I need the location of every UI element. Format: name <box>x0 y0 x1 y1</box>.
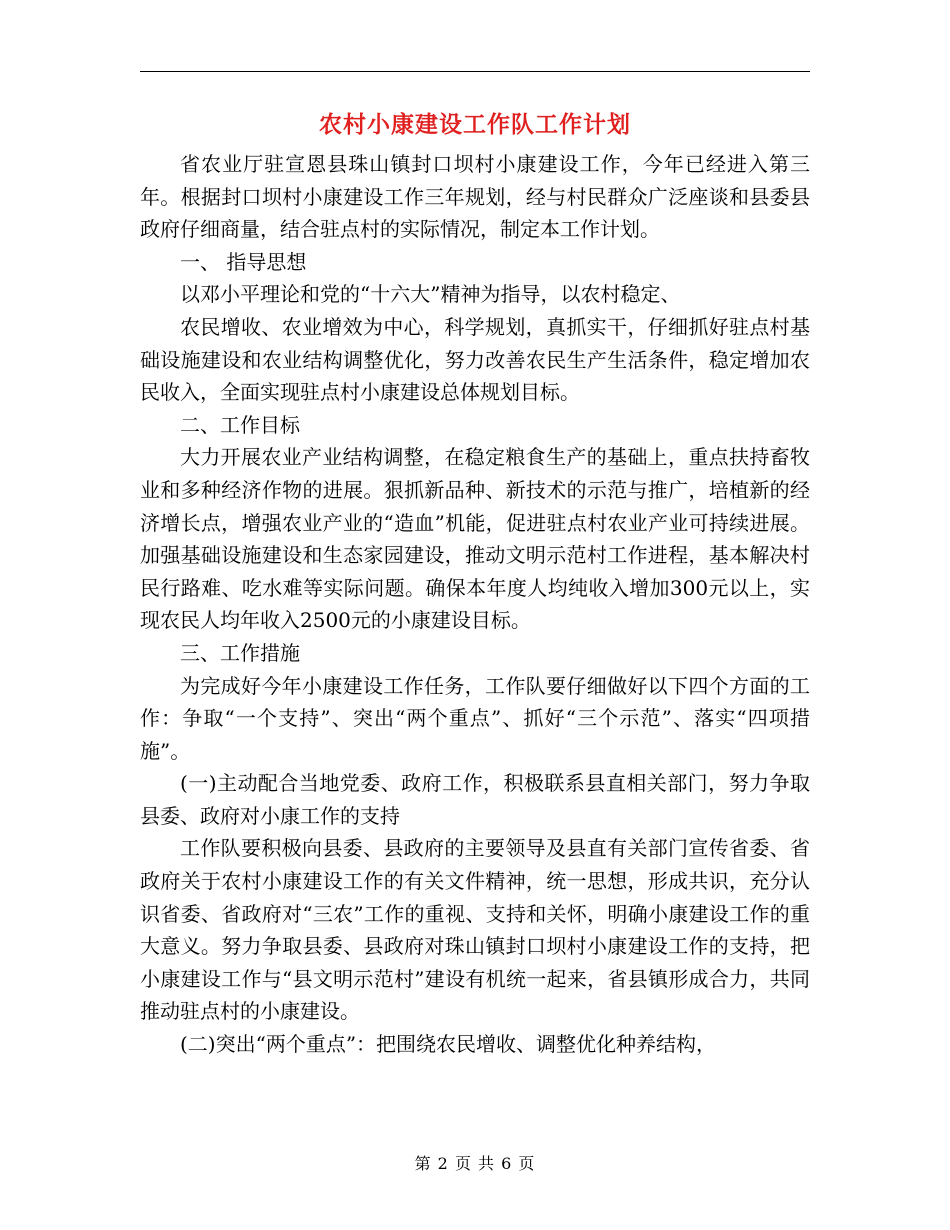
heading-work-measures: 三、工作措施 <box>180 640 300 665</box>
subheading-measure-1: (一)主动配合当地党委、政府工作，积极联系县直相关部门，努力争取县委、政府对小康工作的支持 <box>140 771 810 828</box>
paragraph-guiding-2: 农民增收、农业增效为中心，科学规划，真抓实干，仔细抓好驻点村基础设施建设和农业结构调整优化，努力改善农民生产生活条件，稳定增加农民收入，全面实现驻点村小康建设总体规划目标。 <box>140 314 810 405</box>
paragraph-guiding-1: 以邓小平理论和党的“十六大”精神为指导，以农村稳定、 <box>180 282 681 307</box>
document-body <box>140 148 810 1061</box>
header-rule <box>140 71 810 72</box>
document-title: 农村小康建设工作队工作计划 <box>319 111 631 138</box>
subheading-measure-2: (二)突出“两个重点”：把围绕农民增收、调整优化种养结构， <box>180 1032 717 1057</box>
heading-work-goals: 二、工作目标 <box>180 412 300 437</box>
paragraph-work-goals: 大力开展农业产业结构调整，在稳定粮食生产的基础上，重点扶持畜牧业和多种经济作物的进展。狠抓新品种、新技术的示范与推广，培植新的经济增长点，增强农业产业的“造血”机能，促进驻点村农业产业可持续进展。加强基础设施建设和生态家园建设，推动文明示范村工作进程，基本解决村民行路难、吃水难等实际问题。确保本年度人均纯收入增加300元以上，实现农民人均年收入2500元的小康建设目标。 <box>140 445 810 633</box>
paragraph-intro: 省农业厅驻宣恩县珠山镇封口坝村小康建设工作，今年已经进入第三年。根据封口坝村小康建设工作三年规划，经与村民群众广泛座谈和县委县政府仔细商量，结合驻点村的实际情况，制定本工作计划。 <box>140 152 810 242</box>
paragraph-measure-1: 工作队要积极向县委、县政府的主要领导及县直有关部门宣传省委、省政府关于农村小康建设工作的有关文件精神，统一思想，形成共识，充分认识省委、省政府对“三农”工作的重视、支持和关怀，明确小康建设工作的重大意义。努力争取县委、县政府对珠山镇封口坝村小康建设工作的支持，把小康建设工作与“县文明示范村”建设有机统一起来，省县镇形成合力，共同推动驻点村的小康建设。 <box>140 836 810 1024</box>
heading-guiding-thought: 一、 指导思想 <box>180 249 307 274</box>
paragraph-measures-intro: 为完成好今年小康建设工作任务，工作队要仔细做好以下四个方面的工作：争取“一个支持”、突出“两个重点”、抓好“三个示范”、落实“四项措施”。 <box>140 673 810 763</box>
page-number-footer: 第 2 页 共 6 页 <box>414 1154 536 1173</box>
